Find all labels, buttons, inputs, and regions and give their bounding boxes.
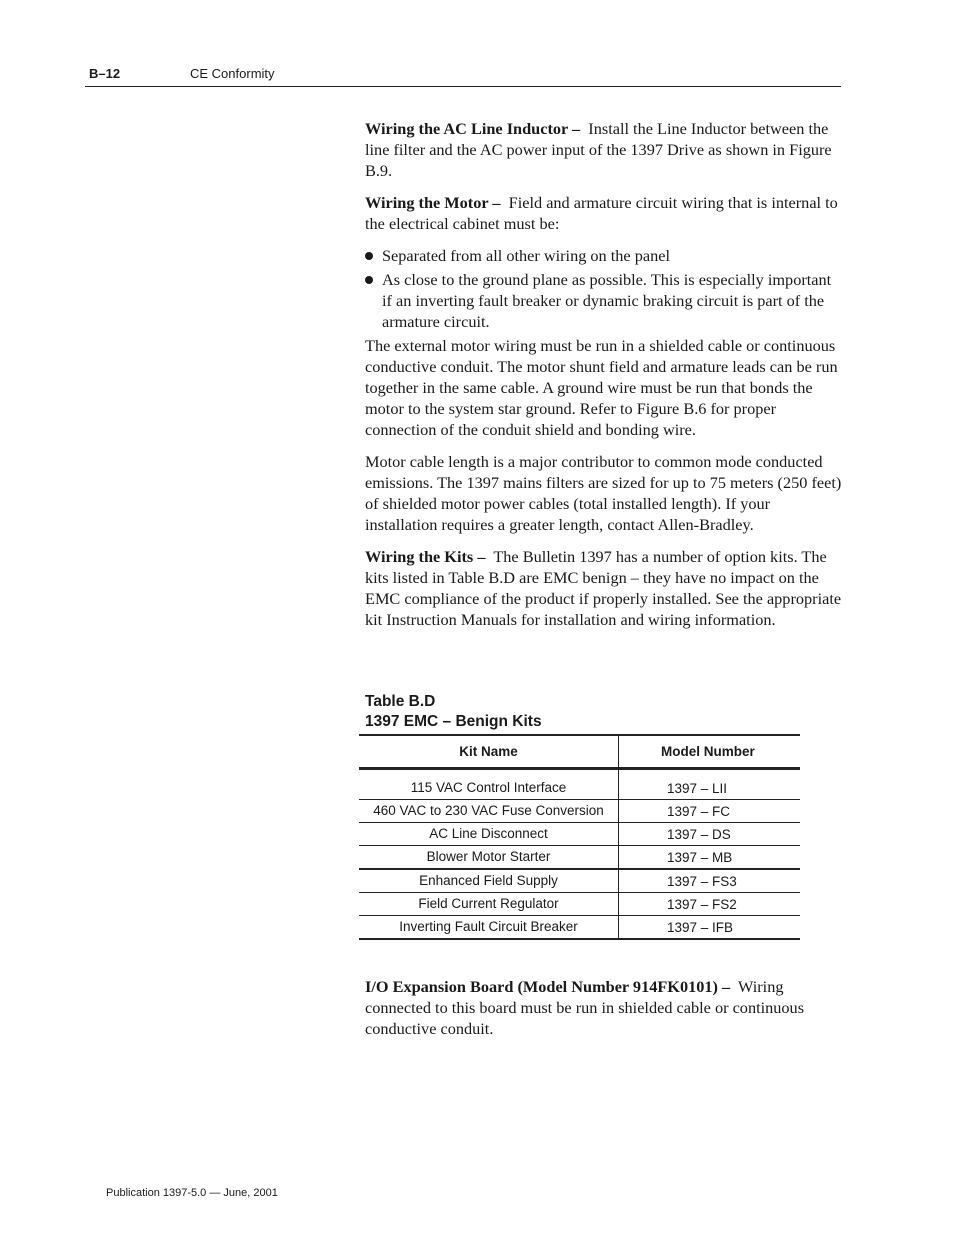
io-board-text: Wiring connected to this board must be run in shielded cable or continuous conductive conduit. — [365, 977, 805, 1038]
table-row: 115 VAC Control Interface 1397 – LII — [359, 772, 800, 800]
kits-table — [359, 734, 800, 940]
table-title: 1397 EMC – Benign Kits — [365, 713, 542, 730]
kits-paragraph — [365, 546, 843, 630]
page-header — [85, 64, 841, 87]
page-footer: Publication 1397-5.0 — June, 2001 — [106, 1187, 278, 1199]
io-board-section — [365, 976, 843, 1039]
cable-length-paragraph: Motor cable length is a major contributor to common mode conducted emissions. The 1397 mains filters are sized for up to 75 meters (250 feet) of shielded motor power cables (total installed length). If your installation requires a greater length, contact Allen-Bradley. — [365, 452, 842, 534]
motor-paragraph — [365, 192, 843, 234]
table-header-row — [359, 736, 800, 770]
table-caption — [365, 692, 542, 732]
table-row: 460 VAC to 230 VAC Fuse Conversion 1397 – FC — [359, 800, 800, 823]
table-row: Field Current Regulator 1397 – FS2 — [359, 893, 800, 916]
motor-text: Field and armature circuit wiring that is internal to the electrical cabinet must be: — [365, 193, 838, 233]
page-number: B–12 — [89, 66, 121, 81]
io-board-paragraph — [365, 976, 843, 1039]
list-item: As close to the ground plane as possible. This is especially important if an inverting fault breaker or dynamic braking circuit is part of the armature circuit. — [365, 269, 843, 332]
table-row: Inverting Fault Circuit Breaker 1397 – IFB — [359, 916, 800, 938]
column-header-kit-name: Kit Name — [359, 736, 619, 767]
bullet-icon — [365, 252, 373, 260]
external-motor-paragraph: The external motor wiring must be run in a shielded cable or continuous conductive conduit. The motor shunt field and armature leads can be run together in the same cable. A ground wire must be run that bonds the motor to the system star ground. Refer to Figure B.6 for proper connection of the conduit shield and bonding wire. — [365, 336, 838, 439]
body-text — [365, 118, 843, 641]
table-row: Blower Motor Starter 1397 – MB — [359, 846, 800, 870]
table-label: Table B.D — [365, 693, 436, 710]
ac-inductor-text: Install the Line Inductor between the line filter and the AC power input of the 1397 Drive as shown in Figure B.9. — [365, 119, 832, 180]
bullet-icon — [365, 276, 373, 284]
list-item: Separated from all other wiring on the panel — [365, 245, 843, 266]
ac-inductor-heading: Wiring the AC Line Inductor – — [365, 119, 581, 138]
table-row: AC Line Disconnect 1397 – DS — [359, 823, 800, 846]
column-header-model-number: Model Number — [661, 744, 755, 759]
io-board-heading: I/O Expansion Board (Model Number 914FK0101) – — [365, 977, 731, 996]
table-row: Enhanced Field Supply 1397 – FS3 — [359, 870, 800, 893]
motor-bullet-list — [365, 245, 843, 332]
section-title: CE Conformity — [190, 66, 275, 81]
motor-heading: Wiring the Motor – — [365, 193, 501, 212]
kits-heading: Wiring the Kits – — [365, 547, 486, 566]
kits-text: The Bulletin 1397 has a number of option kits. The kits listed in Table B.D are EMC benign – they have no impact on the EMC compliance of the product if properly installed. See the appropriate kit Instruction Manuals for installation and wiring information. — [365, 547, 842, 629]
ac-inductor-paragraph — [365, 118, 843, 181]
